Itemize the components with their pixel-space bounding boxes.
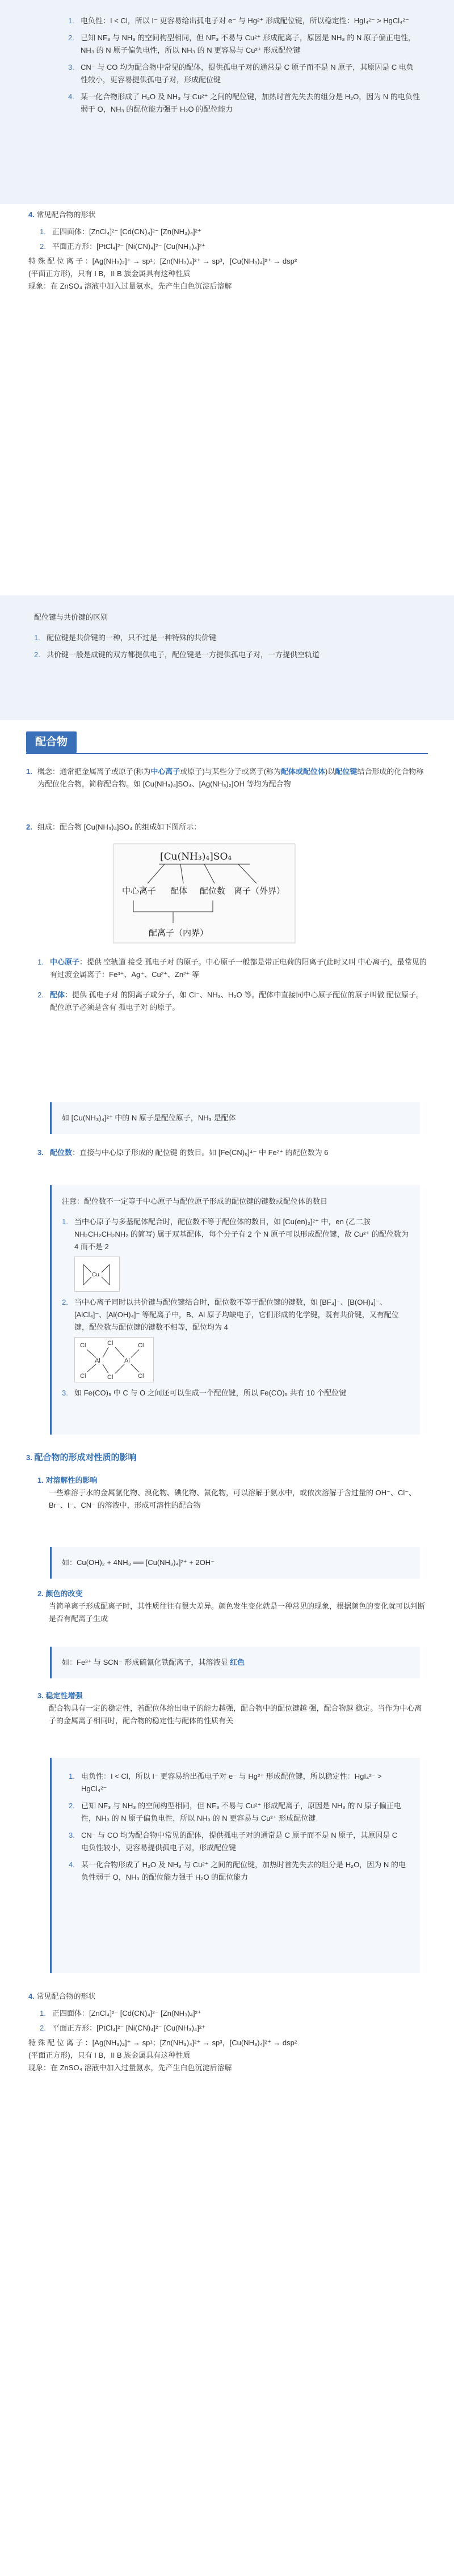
svg-text:Cl: Cl [138, 1373, 144, 1380]
complex-structure-diagram [0, 839, 454, 947]
compare-panel [0, 595, 454, 720]
compare-list [34, 632, 420, 661]
coord-note-intro: 注意：配位数不一定等于中心原子与配位原子形成的配位键的键数或配位体的数目 [62, 1197, 328, 1205]
stability-panel-bottom [50, 1758, 420, 1973]
stability-panel-bottom-wrap [0, 1758, 454, 1979]
svg-text:Al: Al [95, 1357, 100, 1364]
shapes-section-1 [0, 209, 454, 333]
shapes-list [28, 2007, 428, 2034]
special-ions-note: (平面正方形)，只有 I B，II B 族金属具有这种性质 [28, 2051, 191, 2059]
color-example-note: 如：Fe³⁺ 与 SCN⁻ 形成硫氰化铁配离子，其溶液显 红色 [50, 1647, 420, 1678]
stability-block [0, 1690, 454, 1746]
composition-block [0, 821, 454, 838]
shapes-title: 4. 常见配合物的形状 [28, 1992, 96, 2000]
solubility-example-note: 如：Cu(OH)₂ + 4NH₃ ══ [Cu(NH₃)₄]²⁺ + 2OH⁻ [50, 1547, 420, 1579]
composition-details [0, 956, 454, 1098]
red-color-text: 红色 [230, 1658, 245, 1666]
list-item: 2. 平面正方形：[PtCl₄]²⁻ [Ni(CN)₄]²⁻ [Cu(NH₃)₄]²⁺ [40, 2024, 206, 2032]
list-item: 2. 已知 NF₃ 与 NH₃ 的空间构型相同，但 NF₃ 不易与 Cu²⁺ 形成配离子，原因是 NH₃ 的 N 原子偏正电性，NH₃ 的 N 原子偏负电性，所以 NH₃ 的 N 更容易与 Cu²⁺ 形成配位键 [68, 33, 415, 54]
svg-text:Cl: Cl [138, 1342, 144, 1349]
svg-text:Cl: Cl [107, 1374, 114, 1381]
ligand-example-note: 如 [Cu(NH₃)₄]²⁺ 中的 N 原子是配位原子，NH₃ 是配体 [50, 1102, 420, 1134]
list-item: 1. 配位键是共价键的一种，只不过是一种特殊的共价键 [34, 633, 217, 642]
list-item: 1. 正四面体：[ZnCl₄]²⁻ [Cd(CN)₄]²⁻ [Zn(NH₃)₄]²⁺ [40, 2009, 201, 2017]
svg-text:Cl: Cl [80, 1342, 86, 1349]
compare-title: 配位键与共价键的区别 [34, 613, 108, 621]
list-item: 4. 某一化合物形成了 H₂O 及 NH₃ 与 Cu²⁺ 之间的配位键，加热时首先失去的组分是 H₂O，因为 N 的电负性弱于 O，NH₃ 的配位能力强于 H₂O 的配位能力 [68, 92, 420, 113]
special-ions-line: 特 殊 配 位 离 子 ：[Ag(NH₃)₂]⁺ → sp¹；[Zn(NH₃)₄]²⁺ → sp³，[Cu(NH₃)₄]²⁺ → dsp² [28, 257, 297, 265]
diagram-formula: [Cu(NH₃)₄]SO₄ [160, 851, 232, 862]
svg-text:Cu: Cu [92, 1272, 99, 1278]
diagram-label-outer-ion: 离子（外界） [234, 886, 285, 896]
phenomenon-line: 现象：在 ZnSO₄ 溶液中加入过量氨水，先产生白色沉淀后溶解 [28, 282, 232, 290]
solubility-text: 一些难溶于水的金属氯化物、溴化物、碘化物、氰化物，可以溶解于氨水中，或依次溶解于含过量的 OH⁻、Cl⁻、Br⁻、I⁻、CN⁻ 的溶液中，形成可溶性的配合物 [49, 1488, 417, 1509]
composition-diagram [0, 839, 454, 947]
list-item: 1. 中心原子：提供 空轨道 接受 孤电子对 的原子。中心原子一般都是带正电荷的阳离子(此时又叫 中心离子)，最常见的有过渡金属离子：Fe³⁺、Ag⁺、Cu²⁺、Zn²⁺ 等 [37, 958, 427, 979]
solubility-block [0, 1474, 454, 1542]
list-item: 2. 已知 NF₃ 与 NH₃ 的空间构型相同，但 NF₃ 不易与 Cu²⁺ 形成配离子，原因是 NH₃ 的 N 原子偏正电性，NH₃ 的 N 原子偏负电性，所以 NH₃ 的 N 更容易与 Cu²⁺ 形成配位键 [69, 1801, 401, 1822]
diagram-label-inner: 配离子（内界） [149, 928, 209, 938]
coord-note-list [62, 1216, 410, 1399]
al2cl6-structure-icon [74, 1337, 154, 1382]
coord-number-item: 3. 配位数：直接与中心原子形成的 配位键 的数目。如 [Fe(CN)₆]⁴⁻ 中 Fe²⁺ 的配位数为 6 [37, 1148, 329, 1157]
coord-number-block [0, 1147, 454, 1181]
list-item: 2. 平面正方形：[PtCl₄]²⁻ [Ni(CN)₄]²⁻ [Cu(NH₃)₄]²⁺ [40, 242, 206, 251]
cu-en-structure-icon [74, 1257, 120, 1292]
svg-text:Al: Al [124, 1357, 130, 1364]
shapes-section-2 [0, 1990, 454, 2115]
color-block [0, 1588, 454, 1644]
color-text: 当简单离子形成配离子时，其性质往往有很大差异。颜色发生变化就是一种常见的现象，根据颜色的变化就可以判断是否有配离子生成 [49, 1602, 426, 1623]
svg-text:Cl: Cl [107, 1340, 114, 1347]
stability-list-bottom [69, 1770, 406, 1884]
svg-text:Cl: Cl [80, 1373, 86, 1380]
stability-panel-top [0, 0, 454, 204]
list-item: 3. 如 Fe(CO)₅ 中 C 与 O 之间还可以生成一个配位键，所以 Fe(CO)₅ 共有 10 个配位键 [62, 1389, 347, 1397]
list-item: 1. 当中心原子与多基配体配合时，配位数不等于配位体的数目，如 [Cu(en)₂]²⁺ 中，en (乙二胺 NH₂CH₂CH₂NH₂ 的简写) 属于双基配体，每个分子有 2 个 N 原子可以形成配位键，故 Cu²⁺ 的配位数为 4 而不是 2 Cu [62, 1216, 410, 1292]
list-item: 3. CN⁻ 与 CO 均为配合物中常见的配体，提供孤电子对的通常是 C 原子而不是 N 原子，其原因是 C 电负性较小，更容易提供孤电子对，形成配位键 [69, 1831, 398, 1852]
list-item: 2. 配体：提供 孤电子对 的阴离子或分子，如 Cl⁻、NH₃、H₂O 等。配体中直接同中心原子配位的原子叫做 配位原子。配位原子必须是含有 孤电子对 的原子。 [37, 991, 423, 1012]
composition-item: 2. 组成：配合物 [Cu(NH₃)₄]SO₄ 的组成如下图所示： [26, 823, 201, 831]
influence-title: 配合物的形成对性质的影响 [34, 1453, 137, 1462]
special-ions-note: (平面正方形)，只有 I B，II B 族金属具有这种性质 [28, 269, 191, 278]
solubility-heading: 1. 对溶解性的影响 [37, 1476, 98, 1484]
al2cl6-structure-image [74, 1337, 154, 1382]
stability-list-top [68, 15, 420, 116]
cu-en-structure-image [74, 1257, 120, 1292]
shapes-title: 4. 常见配合物的形状 [28, 210, 96, 219]
coord-note [50, 1185, 420, 1435]
concept-item: 1. 概念：通常把金属离子或原子(称为中心离子或原子)与某些分子或离子(称为配体或配位体)以配位键结合形成的化合物称为配位化合物，简称配合物。如 [Cu(NH₃)₄]SO₄、[Ag(NH₃)₂]OH 等均为配合物 [26, 767, 424, 788]
solubility-example-wrap [0, 1547, 454, 1581]
concept-block [0, 765, 454, 817]
list-item: 2. 当中心离子同时以共价键与配位键结合时，配位数不等于配位键的键数，如 [BF₄]⁻、[B(OH)₄]⁻、[AlCl₄]⁻、[Al(OH)₄]⁻ 等配离子中，B、Al 原子均缺电子，它们形成的化学键，既有共价键，又有配位键，配位数与配位键的键数不相等，配位均为 4 Cl Cl Cl Al Al Cl Cl Cl [62, 1296, 410, 1382]
diagram-label-coord-number: 配位数 [200, 886, 226, 896]
diagram-label-ligand: 配体 [170, 886, 188, 896]
phenomenon-line: 现象：在 ZnSO₄ 溶液中加入过量氨水，先产生白色沉淀后溶解 [28, 2063, 232, 2072]
color-heading: 2. 颜色的改变 [37, 1589, 83, 1598]
diagram-label-center-ion: 中心离子 [122, 886, 157, 896]
color-example-wrap [0, 1647, 454, 1681]
list-item: 2. 共价键一般是成键的双方都提供电子，配位键是一方提供孤电子对，一方提供空轨道 [34, 650, 320, 659]
section-heading: 配合物 [26, 731, 77, 753]
list-item: 3. CN⁻ 与 CO 均为配合物中常见的配体，提供孤电子对的通常是 C 原子而不是 N 原子，其原因是 C 电负性较小，更容易提供孤电子对，形成配位键 [68, 63, 414, 84]
influence-section: 3. 配合物的形成对性质的影响 [26, 1453, 137, 1462]
ligand-example-wrap [0, 1102, 454, 1136]
list-item: 1. 电负性：I < Cl，所以 I⁻ 更容易给出孤电子对 e⁻ 与 Hg²⁺ 形成配位键，所以稳定性：HgI₄²⁻ > HgCl₄²⁻ [69, 1772, 382, 1793]
section-divider [26, 753, 428, 754]
special-ions-line: 特 殊 配 位 离 子 ：[Ag(NH₃)₂]⁺ → sp¹；[Zn(NH₃)₄]²⁺ → sp³，[Cu(NH₃)₄]²⁺ → dsp² [28, 2038, 297, 2047]
coord-note-wrap [0, 1185, 454, 1440]
list-item: 1. 正四面体：[ZnCl₄]²⁻ [Cd(CN)₄]²⁻ [Zn(NH₃)₄]²⁺ [40, 227, 201, 236]
stability-text: 配合物具有一定的稳定性，若配位体给出电子的能力越强，配合物中的配位键越 强，配合物越 稳定。当作为中心离子的金属离子相同时，配合物的稳定性与配体的性质有关 [49, 1704, 422, 1725]
stability-heading: 3. 稳定性增强 [37, 1691, 83, 1700]
shapes-list [28, 226, 428, 253]
list-item: 1. 电负性：I < Cl，所以 I⁻ 更容易给出孤电子对 e⁻ 与 Hg²⁺ 形成配位键，所以稳定性：HgI₄²⁻ > HgCl₄²⁻ [68, 16, 409, 25]
list-item: 4. 某一化合物形成了 H₂O 及 NH₃ 与 Cu²⁺ 之间的配位键，加热时首先失去的组分是 H₂O，因为 N 的电负性弱于 O，NH₃ 的配位能力强于 H₂O 的配位能力 [69, 1860, 406, 1881]
complex-section-header [0, 731, 454, 759]
composition-list [37, 956, 428, 1014]
